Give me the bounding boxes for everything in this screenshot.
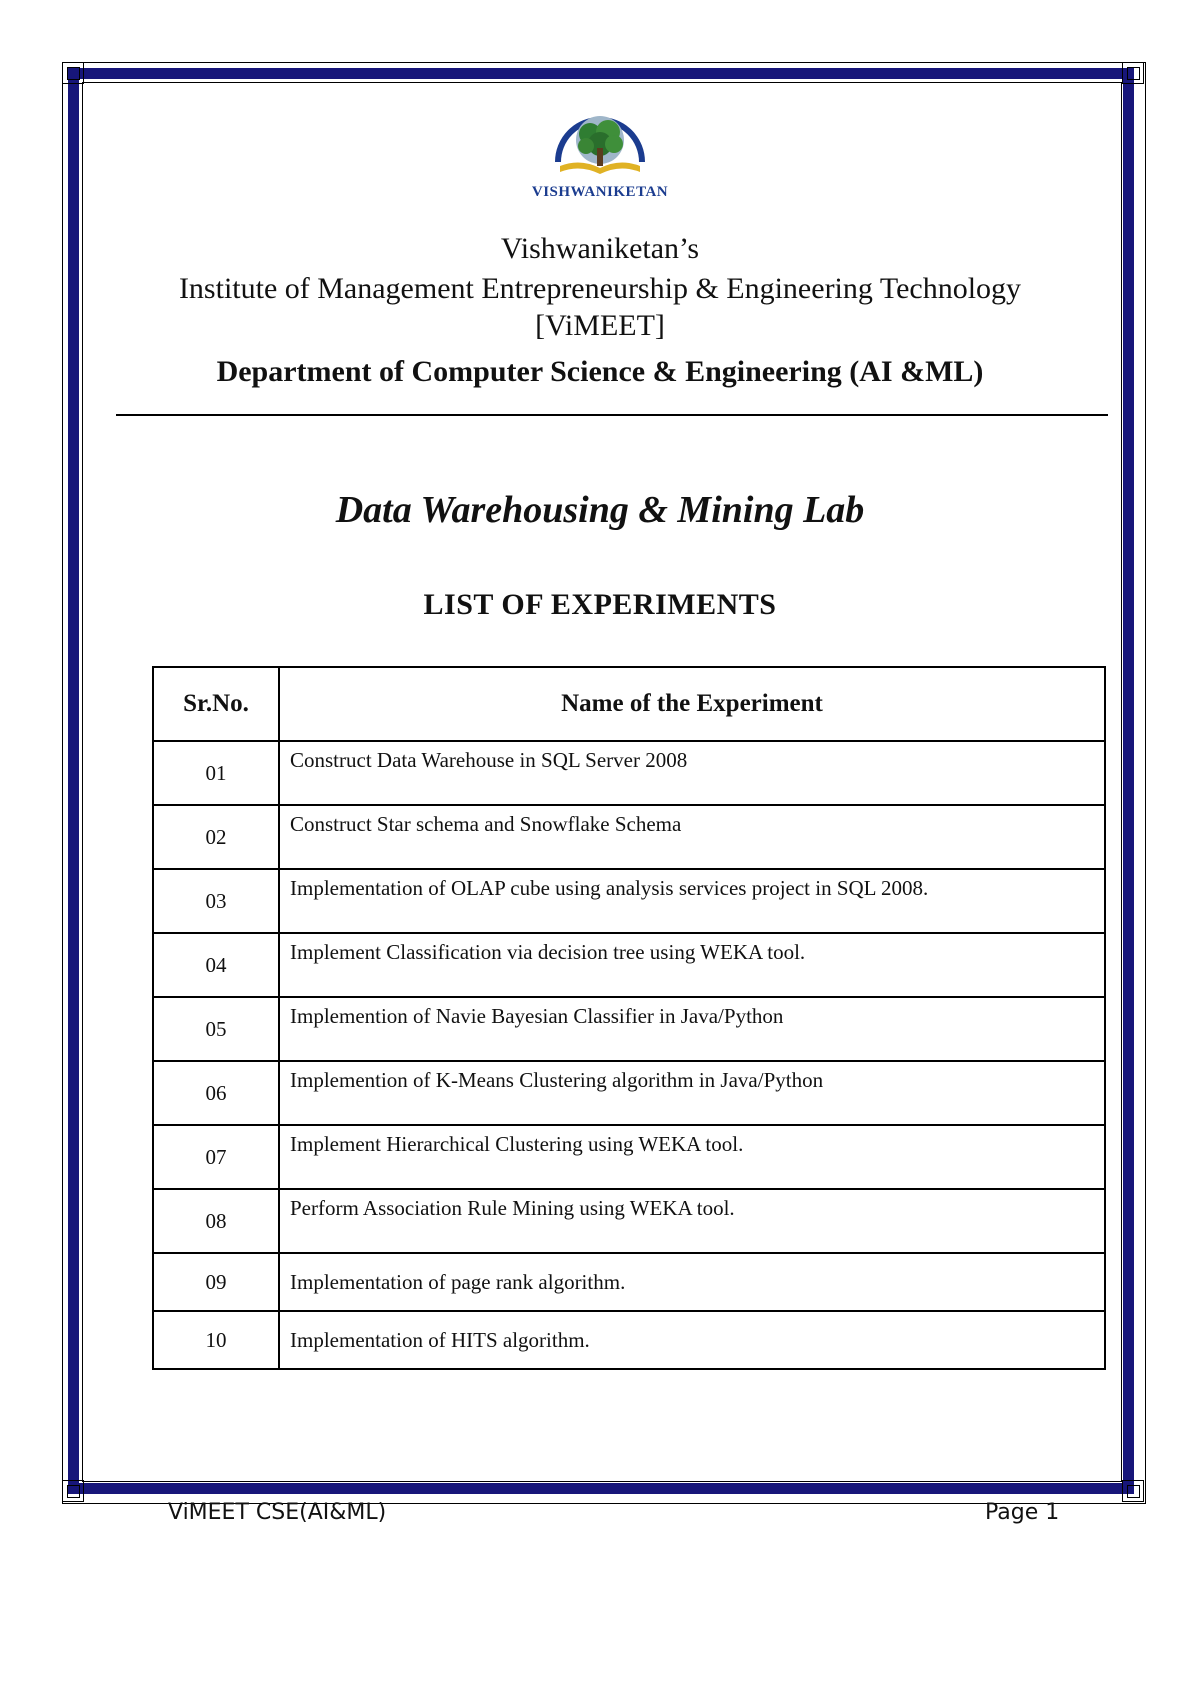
sr-no-cell: 06 [153,1061,279,1125]
sr-no-cell: 03 [153,869,279,933]
page-number: Page 1 [985,1500,1060,1525]
border-corner-bottom-right [1122,1480,1144,1502]
table-row [153,1189,1105,1253]
table-row [153,1311,1105,1369]
sr-no-cell: 04 [153,933,279,997]
experiment-name-cell: Implementation of OLAP cube using analysis services project in SQL 2008. [279,869,1105,933]
list-title: LIST OF EXPERIMENTS [423,588,777,621]
sr-no-cell: 09 [153,1253,279,1311]
table-row [153,1253,1105,1311]
header-divider [116,414,1108,416]
table-row [153,1125,1105,1189]
institute-full-name: Institute of Management Entrepreneurship & Engineering Technology [178,272,1022,305]
logo-wordmark: VISHWANIKETAN [531,184,669,200]
tree-logo-icon [520,100,680,180]
lab-title: Data Warehousing & Mining Lab [335,489,865,531]
sr-no-cell: 02 [153,805,279,869]
border-corner-top-left [62,62,84,84]
sr-no-cell: 10 [153,1311,279,1369]
experiment-name-cell: Implemention of Navie Bayesian Classifier in Java/Python [279,997,1105,1061]
footer-department: ViMEET CSE(AI&ML) [168,1500,387,1525]
experiment-name-cell: Implement Hierarchical Clustering using WEKA tool. [279,1125,1105,1189]
experiment-name-cell: Implementation of HITS algorithm. [279,1311,1105,1369]
sr-no-cell: 05 [153,997,279,1061]
institute-logo [520,100,680,205]
table-row [153,1061,1105,1125]
sr-no-cell: 08 [153,1189,279,1253]
border-corner-bottom-left [62,1480,84,1502]
experiment-name-cell: Implemention of K-Means Clustering algorithm in Java/Python [279,1061,1105,1125]
table-row [153,805,1105,869]
table-row [153,741,1105,805]
experiment-name-cell: Construct Star schema and Snowflake Schema [279,805,1105,869]
experiment-name-cell: Perform Association Rule Mining using WEKA tool. [279,1189,1105,1253]
institute-abbreviation: [ViMEET] [535,309,665,342]
experiment-name-cell: Implement Classification via decision tree using WEKA tool. [279,933,1105,997]
table-row [153,997,1105,1061]
border-corner-top-right [1122,62,1144,84]
column-header-experiment-name: Name of the Experiment [279,667,1105,741]
department-title: Department of Computer Science & Engineering (AI &ML) [216,355,984,388]
column-header-sr-no: Sr.No. [153,667,279,741]
experiments-table [152,666,1106,1370]
table-row [153,869,1105,933]
experiment-name-cell: Implementation of page rank algorithm. [279,1253,1105,1311]
institute-short-name: Vishwaniketan’s [500,232,700,265]
table-row [153,933,1105,997]
sr-no-cell: 01 [153,741,279,805]
table-header-row [153,667,1105,741]
experiment-name-cell: Construct Data Warehouse in SQL Server 2008 [279,741,1105,805]
sr-no-cell: 07 [153,1125,279,1189]
